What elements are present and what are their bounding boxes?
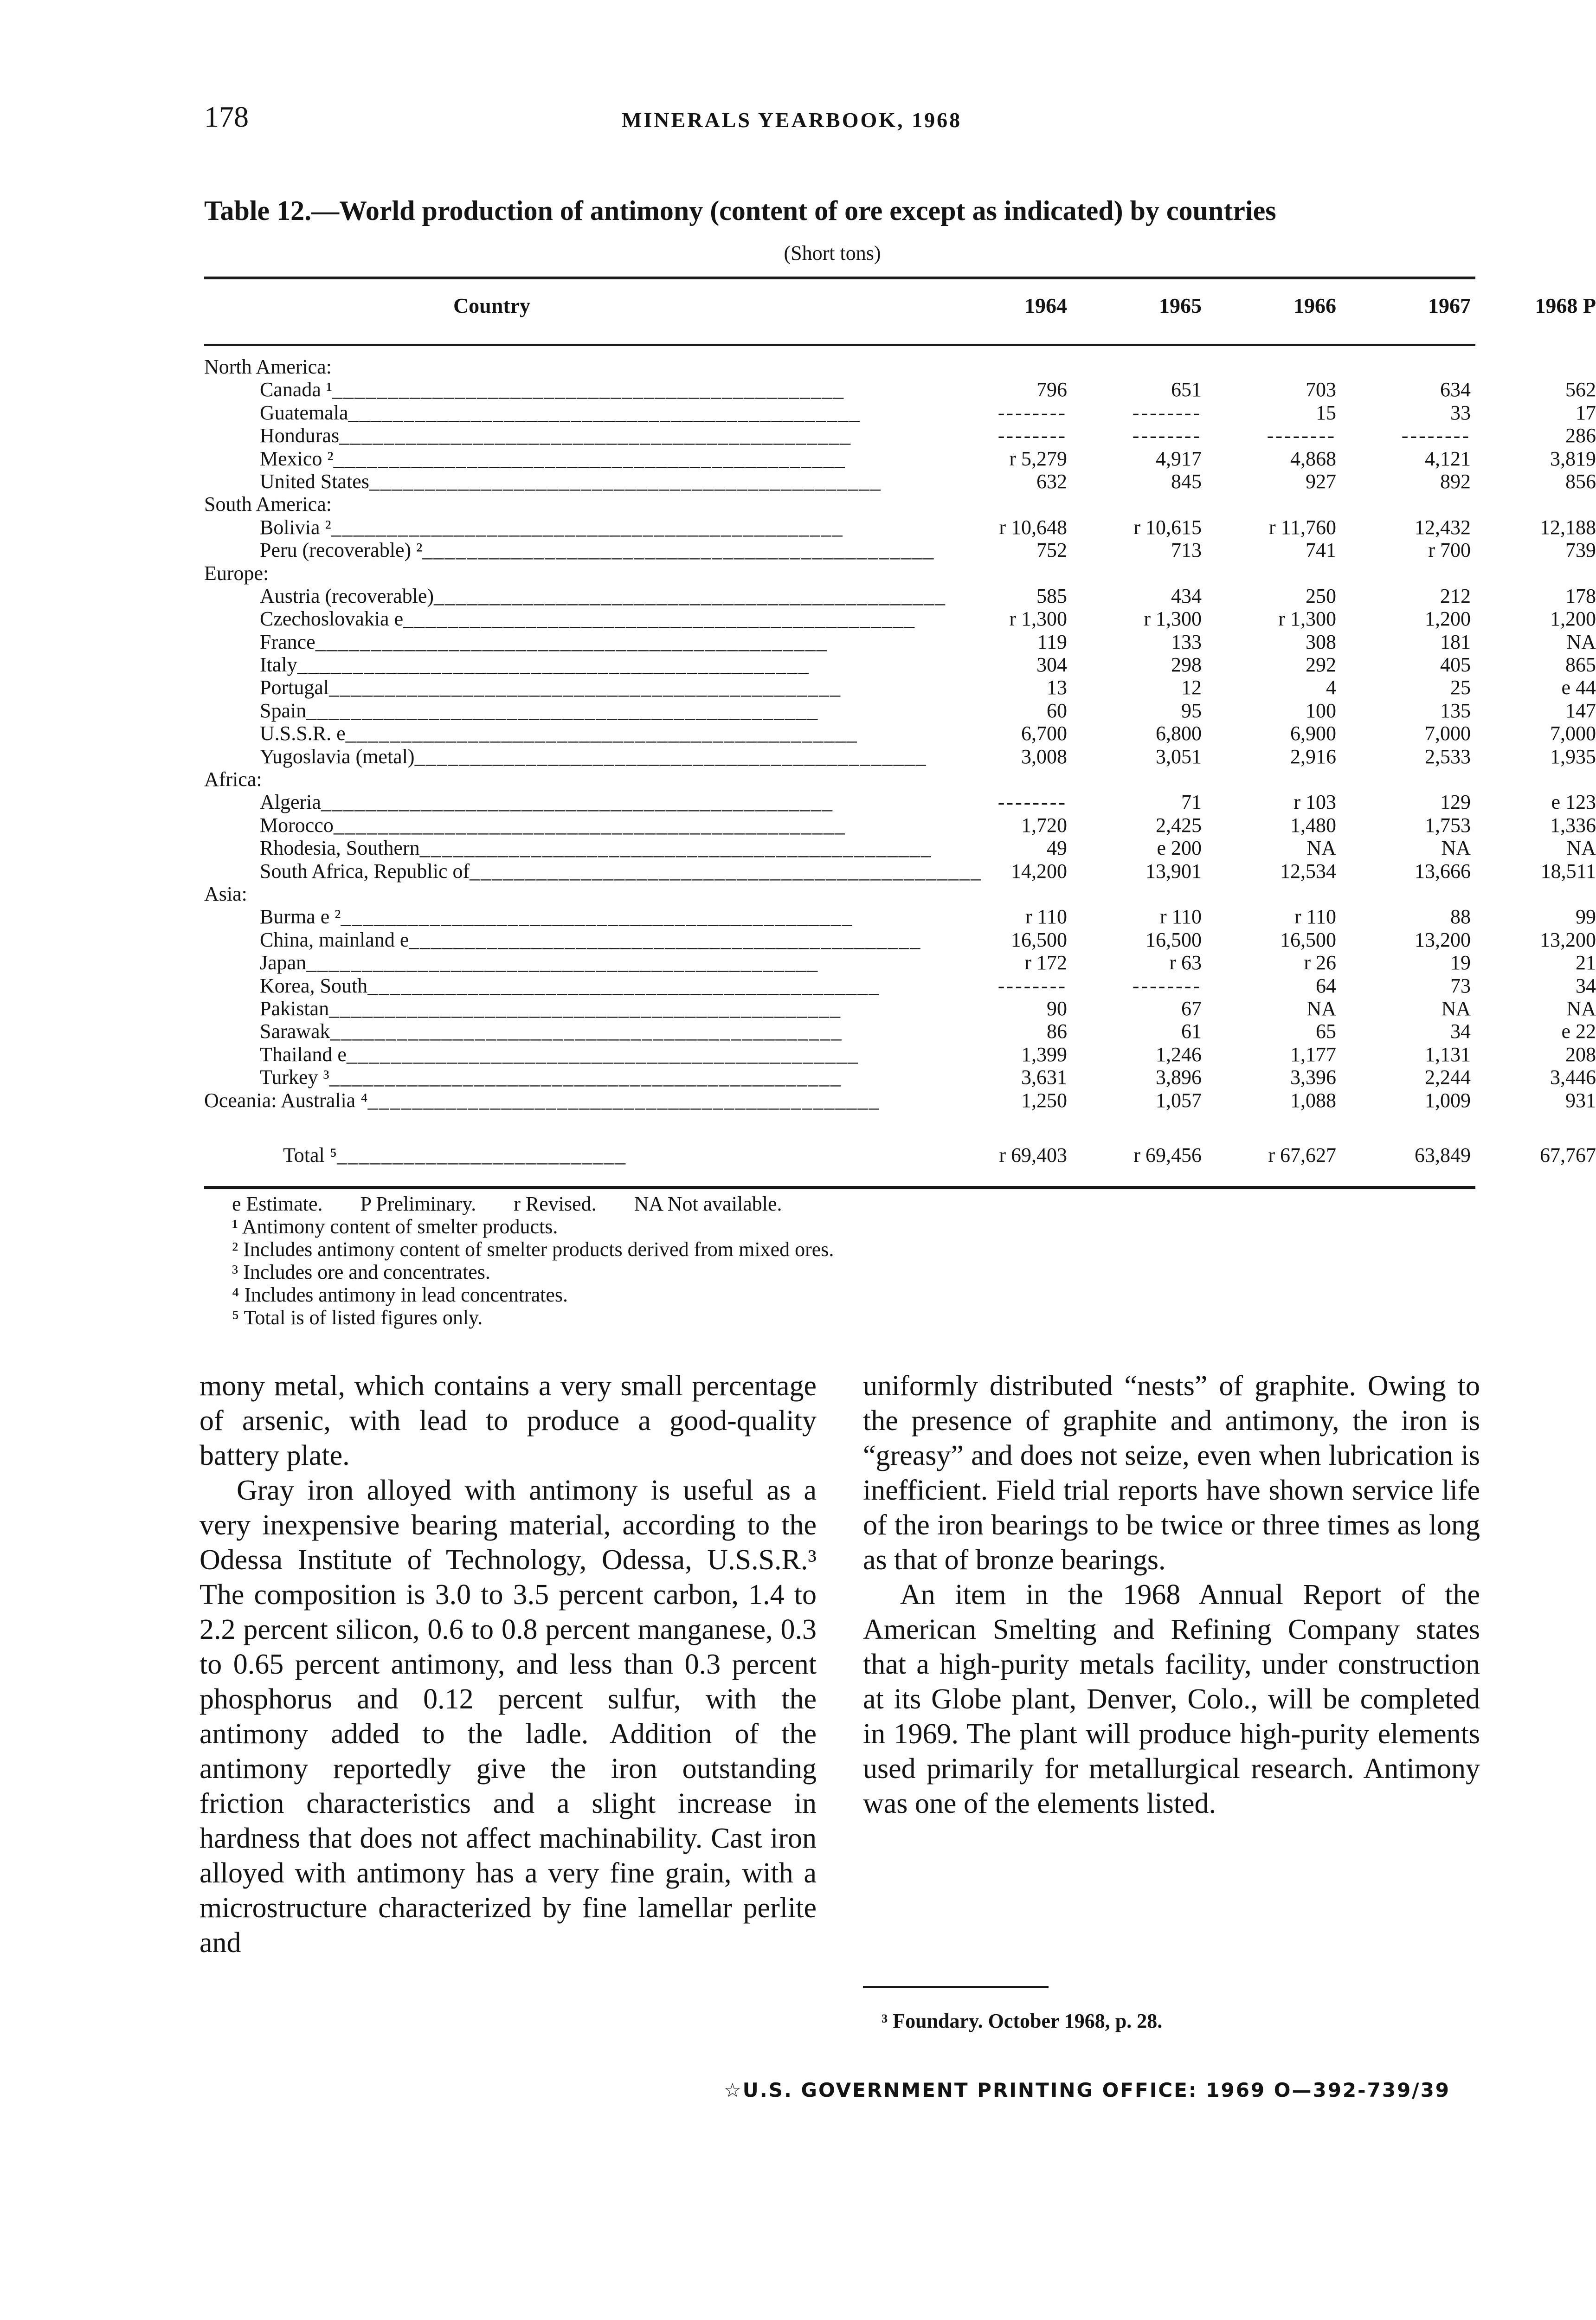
- data-cell: 4,121: [1425, 447, 1471, 470]
- page-footnote: ³ Foundary. October 1968, p. 28.: [882, 2010, 1163, 2032]
- data-cell: 1,753: [1425, 813, 1471, 837]
- column-header-year: 1964: [1024, 294, 1067, 317]
- region-label: Europe:: [204, 561, 269, 585]
- data-cell: 60: [1047, 699, 1067, 722]
- data-cell: --------: [1132, 424, 1202, 447]
- data-cell: --------: [998, 401, 1067, 424]
- total-cell: 67,767: [1540, 1144, 1596, 1166]
- country-label: U.S.S.R. e______________________________________________: [260, 722, 858, 745]
- table-row: [204, 653, 1596, 677]
- data-cell: r 63: [1169, 951, 1202, 974]
- table-row: [204, 447, 1596, 470]
- data-cell: NA: [1441, 837, 1471, 860]
- data-cell: 562: [1565, 378, 1596, 401]
- table-row: [204, 813, 1596, 837]
- data-cell: 845: [1171, 470, 1202, 493]
- data-cell: 18,511: [1540, 859, 1596, 883]
- table-row: [204, 974, 1596, 997]
- data-cell: 33: [1450, 401, 1471, 424]
- data-cell: 4,868: [1290, 447, 1336, 470]
- data-cell: NA: [1566, 997, 1596, 1020]
- data-cell: 405: [1440, 653, 1471, 677]
- region-label: North America:: [204, 355, 332, 378]
- data-cell: 25: [1450, 676, 1471, 699]
- table-header-row: [204, 293, 1596, 330]
- country-label: Japan______________________________________________: [260, 951, 819, 974]
- data-cell: r 1,300: [1009, 607, 1067, 631]
- region-label: Africa:: [204, 768, 262, 791]
- data-cell: 3,819: [1550, 447, 1596, 470]
- data-cell: 2,244: [1425, 1066, 1471, 1089]
- data-cell: 178: [1565, 584, 1596, 607]
- data-cell: 1,200: [1550, 607, 1596, 631]
- table-row: [204, 1066, 1596, 1089]
- table-row: [204, 791, 1596, 814]
- data-cell: 6,900: [1290, 722, 1336, 745]
- data-cell: 713: [1171, 539, 1202, 562]
- note-key: r Revised.: [514, 1192, 597, 1215]
- column-header-year: 1967: [1428, 294, 1471, 317]
- data-cell: 632: [1036, 470, 1067, 493]
- region-row: [204, 768, 1475, 791]
- data-cell: 856: [1565, 470, 1596, 493]
- data-cell: e 123: [1551, 791, 1596, 814]
- data-cell: 90: [1047, 997, 1067, 1020]
- data-cell: --------: [1132, 401, 1202, 424]
- country-label: Italy______________________________________________: [260, 653, 810, 677]
- data-cell: r 5,279: [1009, 447, 1067, 470]
- data-cell: 304: [1036, 653, 1067, 677]
- data-cell: 752: [1036, 539, 1067, 562]
- data-cell: 13: [1047, 676, 1067, 699]
- data-cell: 34: [1576, 974, 1596, 997]
- table-row: [204, 401, 1596, 424]
- data-cell: 64: [1316, 974, 1336, 997]
- country-label: Turkey ³______________________________________________: [260, 1066, 842, 1089]
- data-cell: 6,700: [1021, 722, 1067, 745]
- table-top-rule: [204, 277, 1475, 279]
- data-cell: --------: [998, 974, 1067, 997]
- data-cell: 73: [1450, 974, 1471, 997]
- table-row: [204, 539, 1596, 562]
- country-label: Algeria______________________________________________: [260, 791, 833, 814]
- country-label: Burma e ²______________________________________________: [260, 905, 853, 928]
- page-number: 178: [204, 100, 249, 133]
- data-cell: r 110: [1025, 905, 1067, 928]
- country-label: Guatemala______________________________________________: [260, 401, 861, 424]
- data-cell: 892: [1440, 470, 1471, 493]
- note-key: P Preliminary.: [360, 1192, 476, 1215]
- total-cell: r 69,403: [999, 1144, 1067, 1166]
- data-cell: 86: [1047, 1020, 1067, 1043]
- total-cell: r 67,627: [1268, 1144, 1336, 1166]
- data-cell: 3,896: [1156, 1066, 1202, 1089]
- table-notes: [232, 1192, 834, 1329]
- data-cell: 3,446: [1550, 1066, 1596, 1089]
- data-cell: 434: [1171, 584, 1202, 607]
- country-label: Mexico ²______________________________________________: [260, 447, 846, 470]
- data-cell: 1,399: [1021, 1043, 1067, 1066]
- country-label: Honduras______________________________________________: [260, 424, 852, 447]
- data-cell: 1,088: [1290, 1089, 1336, 1112]
- data-cell: 931: [1565, 1089, 1596, 1112]
- data-cell: 292: [1306, 653, 1336, 677]
- data-cell: --------: [998, 791, 1067, 814]
- data-cell: 1,177: [1290, 1043, 1336, 1066]
- data-cell: 703: [1306, 378, 1336, 401]
- table-bottom-rule: [204, 1186, 1475, 1189]
- paragraph: An item in the 1968 Annual Report of the American Smelting and Refining Company states that a high-purity metals facility, under construction at its Globe plant, Denver, Colo., will be completed in 1969. The plant will produce high-purity elements used primarily for metallurgical research. Antimony was one of the elements listed.: [863, 1579, 1480, 1819]
- data-cell: 208: [1565, 1043, 1596, 1066]
- data-cell: --------: [1267, 424, 1336, 447]
- paragraph: mony metal, which contains a very small percentage of arsenic, with lead to produce a good-quality battery plate.: [200, 1370, 817, 1471]
- country-label: United States______________________________________________: [260, 470, 882, 493]
- data-cell: 865: [1565, 653, 1596, 677]
- data-cell: 16,500: [1146, 928, 1202, 951]
- region-row: [204, 1089, 1596, 1112]
- data-cell: 65: [1316, 1020, 1336, 1043]
- country-label: Morocco______________________________________________: [260, 813, 846, 837]
- table-row: [204, 630, 1596, 653]
- data-cell: 585: [1036, 584, 1067, 607]
- data-cell: r 10,615: [1133, 516, 1202, 539]
- data-cell: 7,000: [1550, 722, 1596, 745]
- data-cell: r 700: [1428, 539, 1471, 562]
- data-cell: 95: [1181, 699, 1202, 722]
- data-cell: 250: [1306, 584, 1336, 607]
- data-cell: NA: [1441, 997, 1471, 1020]
- region-label: South America:: [204, 493, 332, 516]
- data-cell: 1,480: [1290, 813, 1336, 837]
- data-cell: 12,432: [1415, 516, 1471, 539]
- data-cell: 17: [1576, 401, 1596, 424]
- data-cell: 1,336: [1550, 813, 1596, 837]
- data-cell: 6,800: [1156, 722, 1202, 745]
- paragraph: uniformly distributed “nests” of graphite. Owing to the presence of graphite and antimony, the iron is “greasy” and does not seize, even when lubrication is inefficient. Field trial reports have shown service life of the iron bearings to be twice or three times as long as that of bronze bearings.: [863, 1370, 1480, 1576]
- data-cell: r 110: [1294, 905, 1336, 928]
- region-row: [204, 493, 1475, 516]
- data-cell: 133: [1171, 630, 1202, 653]
- table-body: [204, 355, 1596, 1112]
- table-row: [204, 676, 1596, 699]
- table-row: [204, 905, 1596, 928]
- data-cell: 1,009: [1425, 1089, 1471, 1112]
- country-label: Canada ¹______________________________________________: [260, 378, 845, 401]
- data-cell: r 110: [1159, 905, 1202, 928]
- data-cell: r 172: [1024, 951, 1067, 974]
- data-cell: 651: [1171, 378, 1202, 401]
- data-cell: NA: [1306, 837, 1336, 860]
- data-cell: 88: [1450, 905, 1471, 928]
- country-label: Portugal______________________________________________: [260, 676, 842, 699]
- country-label: Pakistan______________________________________________: [260, 997, 842, 1020]
- data-cell: 13,200: [1540, 928, 1596, 951]
- table-row: [204, 859, 1596, 883]
- data-cell: 13,200: [1415, 928, 1471, 951]
- data-cell: 4: [1326, 676, 1336, 699]
- data-cell: e 22: [1561, 1020, 1596, 1043]
- country-label: France______________________________________________: [260, 630, 828, 653]
- table-row: [204, 745, 1596, 768]
- data-cell: 3,396: [1290, 1066, 1336, 1089]
- table-row: [204, 928, 1596, 951]
- data-cell: 129: [1440, 791, 1471, 814]
- footnote-rule: [863, 1986, 1049, 1988]
- data-cell: 99: [1576, 905, 1596, 928]
- table-footnote: ⁵ Total is of listed figures only.: [232, 1306, 483, 1329]
- country-label: Sarawak______________________________________________: [260, 1020, 843, 1043]
- note-key: NA Not available.: [634, 1192, 782, 1215]
- data-cell: r 1,300: [1278, 607, 1336, 631]
- data-cell: 2,916: [1290, 745, 1336, 768]
- country-label: Yugoslavia (metal)______________________________________________: [260, 745, 927, 768]
- table-row: [204, 1043, 1596, 1066]
- data-cell: 741: [1306, 539, 1336, 562]
- data-cell: 634: [1440, 378, 1471, 401]
- country-label: Rhodesia, Southern______________________________________________: [260, 837, 932, 860]
- table-row: [204, 1020, 1596, 1043]
- column-header-year: 1968 P: [1535, 294, 1596, 317]
- table-footnote: ⁴ Includes antimony in lead concentrates.: [232, 1283, 568, 1306]
- data-cell: 21: [1576, 951, 1596, 974]
- data-cell: 14,200: [1011, 859, 1067, 883]
- table-row: [204, 607, 1596, 631]
- country-label: Spain______________________________________________: [260, 699, 819, 722]
- data-cell: 212: [1440, 584, 1471, 607]
- table-row: [204, 722, 1596, 745]
- data-cell: 12: [1181, 676, 1202, 699]
- data-cell: 1,250: [1021, 1089, 1067, 1112]
- data-cell: 49: [1047, 837, 1067, 860]
- country-label: China, mainland e______________________________________________: [260, 928, 921, 951]
- country-label: Czechoslovakia e______________________________________________: [260, 607, 916, 631]
- printing-office-imprint: ☆U.S. GOVERNMENT PRINTING OFFICE: 1969 O—392-739/39: [724, 2079, 1451, 2101]
- table-title: Table 12.—World production of antimony (content of ore except as indicated) by countries: [204, 195, 1276, 226]
- data-cell: 7,000: [1425, 722, 1471, 745]
- data-cell: 2,533: [1425, 745, 1471, 768]
- data-cell: NA: [1306, 997, 1336, 1020]
- region-label: Asia:: [204, 882, 247, 905]
- data-cell: 1,935: [1550, 745, 1596, 768]
- data-cell: r 11,760: [1268, 516, 1336, 539]
- data-cell: 61: [1181, 1020, 1202, 1043]
- note-key: e Estimate.: [232, 1192, 323, 1215]
- data-cell: 34: [1450, 1020, 1471, 1043]
- table-row: [204, 699, 1596, 722]
- total-label: Total ⁵__________________________: [283, 1144, 627, 1166]
- data-cell: 1,720: [1021, 813, 1067, 837]
- table-row: [204, 584, 1596, 607]
- data-cell: 12,534: [1280, 859, 1336, 883]
- country-label: Peru (recoverable) ²______________________________________________: [260, 539, 935, 562]
- country-label: Korea, South______________________________________________: [260, 974, 880, 997]
- data-cell: 12,188: [1540, 516, 1596, 539]
- data-cell: 16,500: [1280, 928, 1336, 951]
- table-header-rule: [204, 344, 1475, 346]
- data-cell: 308: [1306, 630, 1336, 653]
- column-header-country: Country: [453, 294, 531, 317]
- data-cell: 71: [1181, 791, 1202, 814]
- data-cell: 927: [1306, 470, 1336, 493]
- data-cell: 2,425: [1156, 813, 1202, 837]
- column-header-year: 1965: [1159, 294, 1202, 317]
- data-cell: r 1,300: [1144, 607, 1202, 631]
- data-cell: e 200: [1157, 837, 1202, 860]
- data-cell: 796: [1036, 378, 1067, 401]
- column-header-year: 1966: [1294, 294, 1336, 317]
- data-cell: 1,057: [1156, 1089, 1202, 1112]
- data-cell: 13,666: [1415, 859, 1471, 883]
- country-label: Thailand e______________________________________________: [260, 1043, 859, 1066]
- notes-key: [232, 1192, 834, 1215]
- table-row: [204, 997, 1596, 1020]
- body-column-left: [200, 1369, 817, 1960]
- region-label: Oceania: Australia ⁴______________________________________________: [204, 1089, 880, 1112]
- data-cell: 1,246: [1156, 1043, 1202, 1066]
- total-cell: 63,849: [1415, 1144, 1471, 1166]
- table-row: [204, 837, 1596, 860]
- body-column-right: [863, 1369, 1480, 1821]
- region-row: [204, 355, 1475, 378]
- running-head: MINERALS YEARBOOK, 1968: [622, 108, 962, 132]
- data-cell: r 26: [1304, 951, 1336, 974]
- data-cell: NA: [1566, 630, 1596, 653]
- table-row: [204, 470, 1596, 493]
- data-cell: --------: [998, 424, 1067, 447]
- data-cell: 4,917: [1156, 447, 1202, 470]
- table-footnote: ¹ Antimony content of smelter products.: [232, 1215, 558, 1238]
- table-row: [204, 378, 1596, 401]
- data-cell: 3,008: [1021, 745, 1067, 768]
- data-cell: NA: [1566, 837, 1596, 860]
- country-label: South Africa, Republic of______________________________________________: [260, 859, 982, 883]
- total-cell: r 69,456: [1133, 1144, 1202, 1166]
- data-cell: 181: [1440, 630, 1471, 653]
- data-cell: 3,631: [1021, 1066, 1067, 1089]
- data-cell: r 10,648: [999, 516, 1067, 539]
- table-unit: (Short tons): [784, 242, 881, 264]
- data-cell: 147: [1565, 699, 1596, 722]
- data-cell: 100: [1306, 699, 1336, 722]
- data-cell: 19: [1450, 951, 1471, 974]
- data-cell: 298: [1171, 653, 1202, 677]
- data-cell: 13,901: [1146, 859, 1202, 883]
- data-cell: e 44: [1561, 676, 1596, 699]
- data-cell: --------: [1132, 974, 1202, 997]
- table-footnote: ³ Includes ore and concentrates.: [232, 1261, 490, 1283]
- region-row: [204, 562, 1475, 585]
- data-cell: 119: [1037, 630, 1067, 653]
- data-cell: 739: [1565, 539, 1596, 562]
- data-cell: 135: [1440, 699, 1471, 722]
- data-cell: 16,500: [1011, 928, 1067, 951]
- table-row: [204, 424, 1596, 447]
- paragraph: Gray iron alloyed with antimony is useful as a very inexpensive bearing material, according to the Odessa Institute of Technology, Odessa, U.S.S.R.³ The composition is 3.0 to 3.5 percent carbon, 1.4 to 2.2 percent silicon, 0.6 to 0.8 percent manganese, 0.3 to 0.65 percent antimony, and less than 0.3 percent phosphorus and 0.12 percent sulfur, with the antimony added to the ladle. Addition of the antimony reportedly give the iron outstanding friction characteristics and a slight increase in hardness that does not affect machinability. Cast iron alloyed with antimony has a very fine grain, with a microstructure characterized by fine lamellar perlite and: [200, 1475, 817, 1959]
- table-footnote: ² Includes antimony content of smelter products derived from mixed ores.: [232, 1238, 834, 1261]
- data-cell: 67: [1181, 997, 1202, 1020]
- data-cell: 286: [1565, 424, 1596, 447]
- data-cell: --------: [1401, 424, 1471, 447]
- table-total-row: [204, 1143, 1596, 1171]
- table-row: [204, 951, 1596, 974]
- table-row: [204, 516, 1596, 539]
- country-label: Bolivia ²______________________________________________: [260, 516, 843, 539]
- data-cell: 15: [1316, 401, 1336, 424]
- data-cell: 3,051: [1156, 745, 1202, 768]
- region-row: [204, 883, 1475, 905]
- country-label: Austria (recoverable)______________________________________________: [260, 584, 946, 607]
- data-cell: r 103: [1294, 791, 1336, 814]
- data-cell: 1,200: [1425, 607, 1471, 631]
- data-cell: 1,131: [1425, 1043, 1471, 1066]
